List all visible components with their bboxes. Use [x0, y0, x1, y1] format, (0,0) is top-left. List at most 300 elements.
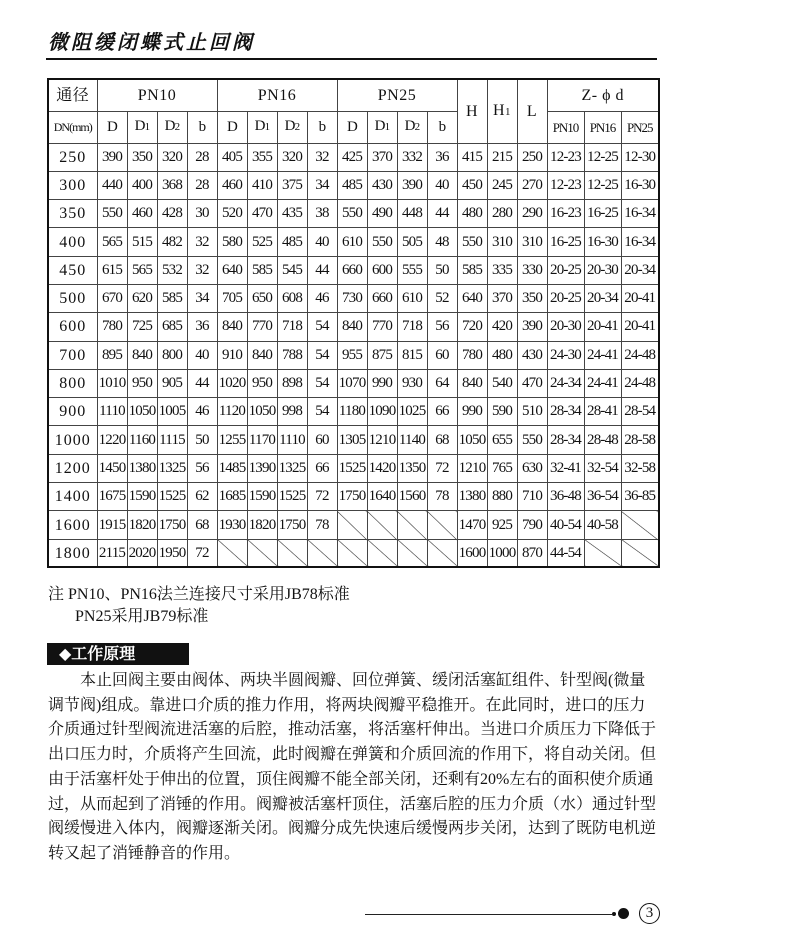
- table-cell: 60: [427, 341, 457, 369]
- table-cell: 955: [337, 341, 367, 369]
- table-cell: 16-30: [584, 228, 621, 256]
- table-cell: 34: [187, 284, 217, 312]
- empty-cell: [217, 539, 247, 567]
- z-col-header-pn16: PN16: [584, 111, 621, 143]
- table-cell: 20-30: [547, 313, 584, 341]
- table-cell: 36: [187, 313, 217, 341]
- table-cell: 608: [277, 284, 307, 312]
- table-cell: 40: [427, 171, 457, 199]
- table-cell: 66: [427, 398, 457, 426]
- empty-cell: [277, 539, 307, 567]
- table-cell: 1005: [157, 398, 187, 426]
- table-row: [48, 284, 659, 312]
- table-cell: 1640: [367, 483, 397, 511]
- table-cell: 28-48: [584, 426, 621, 454]
- table-cell: 1590: [127, 483, 157, 511]
- table-cell: 430: [517, 341, 547, 369]
- table-cell: 36: [427, 143, 457, 171]
- table-row: [48, 511, 659, 539]
- table-cell: 44: [307, 256, 337, 284]
- table-cell: 72: [187, 539, 217, 567]
- table-cell: 460: [217, 171, 247, 199]
- dn-cell: 1200: [48, 454, 97, 482]
- table-cell: 30: [187, 200, 217, 228]
- table-row: [48, 369, 659, 397]
- table-cell: 1820: [247, 511, 277, 539]
- table-cell: 320: [157, 143, 187, 171]
- table-cell: 1380: [457, 483, 487, 511]
- empty-cell: [621, 539, 659, 567]
- table-cell: 50: [187, 426, 217, 454]
- table-cell: 12-23: [547, 171, 584, 199]
- table-cell: 1525: [337, 454, 367, 482]
- table-cell: 460: [127, 200, 157, 228]
- dn-cell: 700: [48, 341, 97, 369]
- z-col-header-pn10: PN10: [547, 111, 584, 143]
- empty-cell: [584, 539, 621, 567]
- table-cell: 525: [247, 228, 277, 256]
- table-cell: 450: [457, 171, 487, 199]
- table-cell: 54: [307, 313, 337, 341]
- table-cell: 1525: [277, 483, 307, 511]
- table-cell: 20-25: [547, 256, 584, 284]
- col-header-pn25-d2: D2: [397, 111, 427, 143]
- table-cell: 770: [247, 313, 277, 341]
- table-cell: 250: [517, 143, 547, 171]
- table-cell: 36-85: [621, 483, 659, 511]
- table-cell: 1070: [337, 369, 367, 397]
- dn-cell: 1400: [48, 483, 97, 511]
- table-cell: 585: [247, 256, 277, 284]
- table-cell: 950: [127, 369, 157, 397]
- empty-cell: [621, 511, 659, 539]
- col-header-pn16-d: D: [217, 111, 247, 143]
- table-cell: 545: [277, 256, 307, 284]
- table-cell: 215: [487, 143, 517, 171]
- table-cell: 290: [517, 200, 547, 228]
- footer-line: [365, 914, 612, 915]
- page-number: 3: [639, 903, 660, 924]
- table-cell: 36-54: [584, 483, 621, 511]
- table-cell: 60: [307, 426, 337, 454]
- table-cell: 550: [457, 228, 487, 256]
- empty-cell: [397, 539, 427, 567]
- table-cell: 420: [487, 313, 517, 341]
- table-cell: 1685: [217, 483, 247, 511]
- table-cell: 310: [487, 228, 517, 256]
- group-header-pn16: PN16: [217, 79, 337, 111]
- table-cell: 1750: [337, 483, 367, 511]
- table-cell: 68: [427, 426, 457, 454]
- table-cell: 20-41: [621, 284, 659, 312]
- table-cell: 898: [277, 369, 307, 397]
- table-row: [48, 228, 659, 256]
- col-header-pn25-d1: D1: [367, 111, 397, 143]
- table-cell: 36-48: [547, 483, 584, 511]
- col-header-pn16-b: b: [307, 111, 337, 143]
- table-cell: 20-34: [584, 284, 621, 312]
- table-cell: 1170: [247, 426, 277, 454]
- table-cell: 335: [487, 256, 517, 284]
- table-cell: 245: [487, 171, 517, 199]
- table-cell: 780: [457, 341, 487, 369]
- table-cell: 718: [277, 313, 307, 341]
- table-cell: 50: [427, 256, 457, 284]
- group-header-pn25: PN25: [337, 79, 457, 111]
- table-cell: 370: [487, 284, 517, 312]
- table-cell: 54: [307, 369, 337, 397]
- table-cell: 875: [367, 341, 397, 369]
- footer-small-dot: [612, 912, 616, 916]
- table-cell: 350: [127, 143, 157, 171]
- table-cell: 1115: [157, 426, 187, 454]
- table-cell: 28-54: [621, 398, 659, 426]
- table-row: [48, 200, 659, 228]
- table-row: [48, 313, 659, 341]
- table-cell: 54: [307, 398, 337, 426]
- table-cell: 355: [247, 143, 277, 171]
- page-title: 微阻缓闭蝶式止回阀: [48, 30, 255, 54]
- table-cell: 710: [517, 483, 547, 511]
- table-cell: 44-54: [547, 539, 584, 567]
- table-row: [48, 143, 659, 171]
- table-cell: 590: [487, 398, 517, 426]
- table-cell: 52: [427, 284, 457, 312]
- table-cell: 24-30: [547, 341, 584, 369]
- col-header-pn10-d2: D2: [157, 111, 187, 143]
- table-cell: 20-30: [584, 256, 621, 284]
- dn-cell: 600: [48, 313, 97, 341]
- section-body: 本止回阀主要由阀体、两块半圆阀瓣、回位弹簧、缓闭活塞缸组件、针型阀(微量调节阀)组成。靠进口介质的推力作用，将两块阀瓣平稳推开。在此同时，进口的压力介质通过针型阀流进活塞的后腔，推动活塞，将活塞杆伸出。当进口介质压力下降低于出口压力时，介质将产生回流，此时阀瓣在弹簧和介质回流的作用下，将自动关闭。但由于活塞杆处于伸出的位置，顶住阀瓣不能全部关闭，还剩有20%左右的面积使介质通过，从而起到了消锤的作用。阀瓣被活塞杆顶住，活塞后腔的压力介质（水）通过针型阀缓慢进入体内，阀瓣逐渐关闭。阀瓣分成先快速后缓慢两步关闭，达到了既防电机逆转又起了消锤静音的作用。: [48, 672, 657, 862]
- table-cell: 510: [517, 398, 547, 426]
- table-cell: 925: [487, 511, 517, 539]
- table-cell: 72: [427, 454, 457, 482]
- table-cell: 1930: [217, 511, 247, 539]
- table-row: [48, 171, 659, 199]
- table-cell: 640: [217, 256, 247, 284]
- table-cell: 870: [517, 539, 547, 567]
- table-cell: 765: [487, 454, 517, 482]
- table-cell: 480: [487, 341, 517, 369]
- dn-cell: 1600: [48, 511, 97, 539]
- spec-table: [47, 78, 660, 568]
- table-cell: 670: [97, 284, 127, 312]
- table-cell: 428: [157, 200, 187, 228]
- table-cell: 28-34: [547, 398, 584, 426]
- table-cell: 1090: [367, 398, 397, 426]
- table-cell: 32-54: [584, 454, 621, 482]
- dn-cell: 900: [48, 398, 97, 426]
- table-row: [48, 398, 659, 426]
- table-cell: 310: [517, 228, 547, 256]
- table-cell: 1305: [337, 426, 367, 454]
- table-cell: 660: [337, 256, 367, 284]
- note-line-1: 注 PN10、PN16法兰连接尺寸采用JB78标准: [48, 586, 350, 603]
- table-cell: 490: [367, 200, 397, 228]
- table-cell: 480: [457, 200, 487, 228]
- table-cell: 40: [307, 228, 337, 256]
- table-cell: 482: [157, 228, 187, 256]
- table-cell: 390: [97, 143, 127, 171]
- dn-cell: 350: [48, 200, 97, 228]
- table-cell: 20-34: [621, 256, 659, 284]
- dn-label: 通径: [48, 79, 97, 111]
- table-cell: 40-58: [584, 511, 621, 539]
- empty-cell: [397, 511, 427, 539]
- table-cell: 1220: [97, 426, 127, 454]
- dn-cell: 400: [48, 228, 97, 256]
- table-cell: 880: [487, 483, 517, 511]
- table-cell: 12-25: [584, 171, 621, 199]
- table-cell: 16-34: [621, 228, 659, 256]
- dn-cell: 500: [48, 284, 97, 312]
- table-cell: 660: [367, 284, 397, 312]
- table-row: [48, 256, 659, 284]
- table-cell: 1010: [97, 369, 127, 397]
- table-cell: 56: [427, 313, 457, 341]
- table-cell: 840: [457, 369, 487, 397]
- table-cell: 12-30: [621, 143, 659, 171]
- table-cell: 550: [367, 228, 397, 256]
- table-cell: 620: [127, 284, 157, 312]
- col-header-h: H: [457, 79, 487, 143]
- z-col-header-pn25: PN25: [621, 111, 659, 143]
- table-cell: 270: [517, 171, 547, 199]
- dn-unit: DN(mm): [48, 111, 97, 143]
- table-cell: 28-58: [621, 426, 659, 454]
- table-cell: 1390: [247, 454, 277, 482]
- table-cell: 565: [97, 228, 127, 256]
- table-row: [48, 454, 659, 482]
- table-cell: 720: [457, 313, 487, 341]
- table-cell: 1140: [397, 426, 427, 454]
- table-cell: 520: [217, 200, 247, 228]
- empty-cell: [367, 511, 397, 539]
- table-cell: 610: [337, 228, 367, 256]
- table-cell: 375: [277, 171, 307, 199]
- col-header-l: L: [517, 79, 547, 143]
- table-cell: 56: [187, 454, 217, 482]
- table-cell: 1020: [217, 369, 247, 397]
- table-cell: 1180: [337, 398, 367, 426]
- table-cell: 1420: [367, 454, 397, 482]
- table-cell: 370: [367, 143, 397, 171]
- table-cell: 24-48: [621, 341, 659, 369]
- table-cell: 1210: [367, 426, 397, 454]
- table-cell: 20-41: [584, 313, 621, 341]
- table-cell: 770: [367, 313, 397, 341]
- table-cell: 46: [307, 284, 337, 312]
- table-cell: 630: [517, 454, 547, 482]
- table-cell: 32: [187, 228, 217, 256]
- table-cell: 685: [157, 313, 187, 341]
- dn-cell: 800: [48, 369, 97, 397]
- table-cell: 1950: [157, 539, 187, 567]
- table-cell: 725: [127, 313, 157, 341]
- table-cell: 280: [487, 200, 517, 228]
- table-cell: 332: [397, 143, 427, 171]
- table-cell: 16-23: [547, 200, 584, 228]
- col-header-pn10-d: D: [97, 111, 127, 143]
- table-cell: 1915: [97, 511, 127, 539]
- table-cell: 730: [337, 284, 367, 312]
- table-cell: 998: [277, 398, 307, 426]
- table-cell: 505: [397, 228, 427, 256]
- table-cell: 64: [427, 369, 457, 397]
- table-cell: 1120: [217, 398, 247, 426]
- table-cell: 990: [457, 398, 487, 426]
- table-cell: 32-58: [621, 454, 659, 482]
- table-cell: 24-34: [547, 369, 584, 397]
- table-cell: 1255: [217, 426, 247, 454]
- table-cell: 38: [307, 200, 337, 228]
- table-cell: 28: [187, 143, 217, 171]
- z-header: Z- ϕ d: [547, 79, 659, 111]
- table-row: [48, 539, 659, 567]
- table-cell: 1050: [457, 426, 487, 454]
- col-header-pn10-b: b: [187, 111, 217, 143]
- col-header-pn16-d2: D2: [277, 111, 307, 143]
- table-cell: 48: [427, 228, 457, 256]
- header-rule: [46, 58, 657, 60]
- table-cell: 950: [247, 369, 277, 397]
- table-cell: 840: [337, 313, 367, 341]
- table-cell: 905: [157, 369, 187, 397]
- table-cell: 515: [127, 228, 157, 256]
- table-cell: 410: [247, 171, 277, 199]
- empty-cell: [247, 539, 277, 567]
- table-cell: 44: [187, 369, 217, 397]
- table-cell: 990: [367, 369, 397, 397]
- table-cell: 718: [397, 313, 427, 341]
- footer-large-dot: [618, 908, 629, 919]
- table-cell: 550: [97, 200, 127, 228]
- table-cell: 600: [367, 256, 397, 284]
- table-cell: 1350: [397, 454, 427, 482]
- table-cell: 565: [127, 256, 157, 284]
- table-cell: 24-41: [584, 369, 621, 397]
- table-cell: 1000: [487, 539, 517, 567]
- table-cell: 532: [157, 256, 187, 284]
- col-header-pn25-b: b: [427, 111, 457, 143]
- table-cell: 24-41: [584, 341, 621, 369]
- col-header-h1: H1: [487, 79, 517, 143]
- table-cell: 2115: [97, 539, 127, 567]
- table-cell: 16-30: [621, 171, 659, 199]
- table-cell: 1560: [397, 483, 427, 511]
- table-cell: 1470: [457, 511, 487, 539]
- empty-cell: [337, 511, 367, 539]
- table-cell: 1325: [277, 454, 307, 482]
- table-row: [48, 483, 659, 511]
- table-cell: 68: [187, 511, 217, 539]
- empty-cell: [367, 539, 397, 567]
- table-cell: 655: [487, 426, 517, 454]
- table-cell: 1050: [127, 398, 157, 426]
- table-cell: 555: [397, 256, 427, 284]
- table-cell: 1025: [397, 398, 427, 426]
- table-cell: 840: [247, 341, 277, 369]
- dn-cell: 300: [48, 171, 97, 199]
- table-cell: 470: [247, 200, 277, 228]
- table-cell: 368: [157, 171, 187, 199]
- table-cell: 1210: [457, 454, 487, 482]
- table-cell: 485: [337, 171, 367, 199]
- table-cell: 550: [337, 200, 367, 228]
- empty-cell: [427, 511, 457, 539]
- table-cell: 650: [247, 284, 277, 312]
- table-cell: 1110: [97, 398, 127, 426]
- table-cell: 34: [307, 171, 337, 199]
- table-cell: 32: [307, 143, 337, 171]
- table-cell: 66: [307, 454, 337, 482]
- table-cell: 780: [97, 313, 127, 341]
- table-cell: 32: [187, 256, 217, 284]
- table-row: [48, 341, 659, 369]
- section-heading: ◆工作原理: [47, 643, 189, 665]
- table-cell: 910: [217, 341, 247, 369]
- table-cell: 1590: [247, 483, 277, 511]
- table-cell: 1525: [157, 483, 187, 511]
- table-cell: 2020: [127, 539, 157, 567]
- table-cell: 12-25: [584, 143, 621, 171]
- table-cell: 440: [97, 171, 127, 199]
- table-cell: 390: [517, 313, 547, 341]
- table-cell: 790: [517, 511, 547, 539]
- col-header-pn10-d1: D1: [127, 111, 157, 143]
- table-cell: 390: [397, 171, 427, 199]
- dn-cell: 1000: [48, 426, 97, 454]
- table-cell: 28-41: [584, 398, 621, 426]
- table-cell: 585: [157, 284, 187, 312]
- table-cell: 840: [127, 341, 157, 369]
- table-cell: 485: [277, 228, 307, 256]
- table-cell: 320: [277, 143, 307, 171]
- table-cell: 24-48: [621, 369, 659, 397]
- table-cell: 1485: [217, 454, 247, 482]
- table-cell: 800: [157, 341, 187, 369]
- table-cell: 28: [187, 171, 217, 199]
- table-cell: 62: [187, 483, 217, 511]
- table-cell: 930: [397, 369, 427, 397]
- table-cell: 1820: [127, 511, 157, 539]
- dn-cell: 1800: [48, 539, 97, 567]
- table-cell: 580: [217, 228, 247, 256]
- table-cell: 435: [277, 200, 307, 228]
- table-cell: 610: [397, 284, 427, 312]
- table-cell: 40: [187, 341, 217, 369]
- table-cell: 840: [217, 313, 247, 341]
- table-cell: 72: [307, 483, 337, 511]
- table-cell: 1675: [97, 483, 127, 511]
- table-cell: 1050: [247, 398, 277, 426]
- group-header-pn10: PN10: [97, 79, 217, 111]
- dn-cell: 250: [48, 143, 97, 171]
- table-cell: 78: [427, 483, 457, 511]
- table-cell: 330: [517, 256, 547, 284]
- table-cell: 405: [217, 143, 247, 171]
- col-header-pn16-d1: D1: [247, 111, 277, 143]
- table-cell: 1750: [277, 511, 307, 539]
- table-cell: 40-54: [547, 511, 584, 539]
- empty-cell: [427, 539, 457, 567]
- table-cell: 640: [457, 284, 487, 312]
- table-cell: 448: [397, 200, 427, 228]
- table-cell: 32-41: [547, 454, 584, 482]
- table-cell: 1600: [457, 539, 487, 567]
- table-cell: 54: [307, 341, 337, 369]
- table-cell: 415: [457, 143, 487, 171]
